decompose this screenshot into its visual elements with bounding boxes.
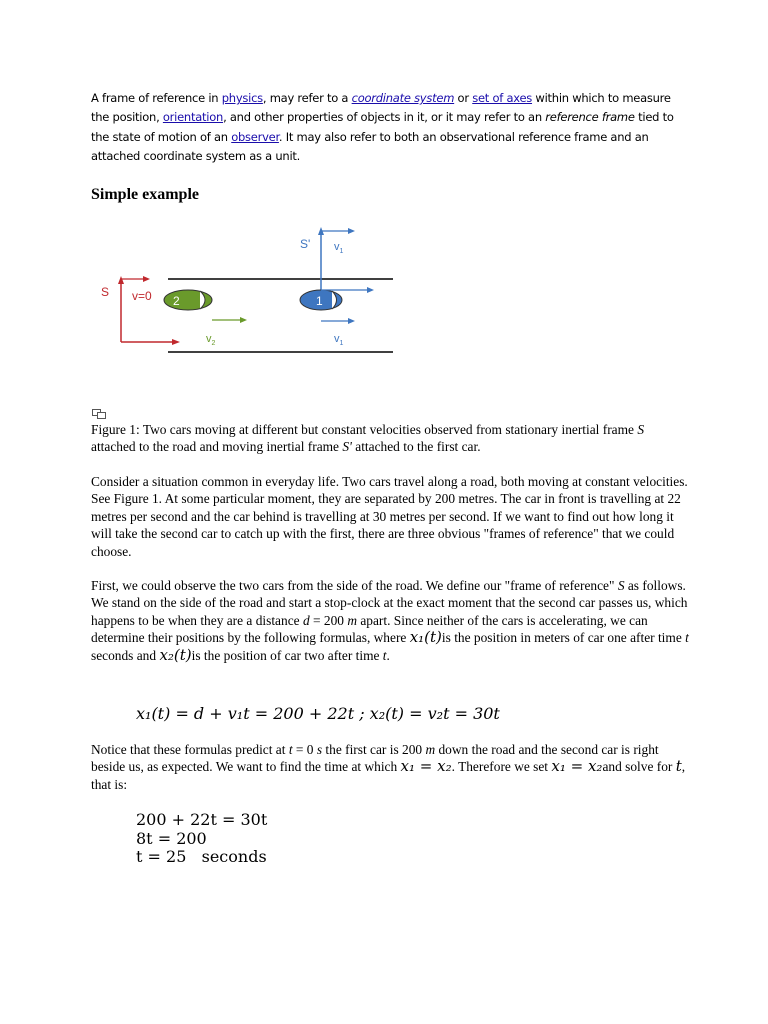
t-math: t: [675, 757, 682, 776]
frame-s-label: S: [101, 285, 110, 299]
x2t-math: x₂(t): [159, 645, 192, 664]
paragraph-notice: Notice that these formulas predict at t = 0 s the first car is 200 m down the road and the second car is right beside us, as expected. We want to find the time at which x₁ = x₂. Therefore we set x₁ = x₂and solve for t, that is:: [91, 742, 686, 792]
v2-label: $v_2$: [206, 333, 216, 347]
physics-link[interactable]: physics: [221, 91, 263, 105]
enlarge-icon[interactable]: [92, 409, 106, 419]
position-equations: x₁(t) = d + v₁t = 200 + 22t ; x₂(t) = v₂t = 30t: [136, 704, 500, 723]
paragraph-situation: Consider a situation common in everyday life. Two cars travel along a road, both moving at constant velocities. See Figure 1. At some particular moment, they are separated by 200 metres. The car in front is travelling at 22 metres per second and the car behind is travelling at 30 metres per second. If we want to find out how long it will take the second car to catch up with the first, there are three obvious "frames of reference" that we could choose.: [91, 474, 688, 559]
intro-text: within which to measure the position,: [91, 91, 671, 125]
intro-paragraph: [91, 89, 691, 166]
orientation-link[interactable]: orientation: [162, 110, 224, 125]
solution-step-1: 200 + 22t = 30t: [136, 810, 268, 829]
v1-bottom-label: $v_1$: [334, 333, 344, 347]
car-1-label: 1: [316, 294, 323, 308]
section-title: Simple example: [91, 186, 199, 203]
solution-step-3: t = 25 seconds: [136, 847, 267, 866]
intro-text: , and other properties of objects in it, or it may refer to an: [223, 110, 546, 125]
intro-text: or: [454, 91, 473, 105]
solution-step-2: 8t = 200: [136, 829, 207, 848]
x1-eq-x2-math: x₁ = x₂: [400, 757, 452, 776]
v1-top-label: $v_1$: [334, 241, 344, 255]
intro-text: . It may also refer to both an observational reference frame and an attached coordinate system as a unit.: [91, 129, 649, 163]
x1-eq-x2-math: x₁ = x₂: [551, 757, 603, 776]
intro-text: A frame of reference in: [91, 91, 222, 105]
frame-s-prime-label: S': [300, 237, 311, 251]
observer-link[interactable]: observer: [231, 129, 279, 144]
car-2-label: 2: [173, 294, 180, 308]
x1t-math: x₁(t): [409, 628, 442, 647]
intro-text: , may refer to a: [262, 91, 352, 105]
v0-label: v=0: [132, 289, 152, 303]
set-of-axes-link[interactable]: set of axes: [472, 91, 533, 105]
figure-diagram: [88, 218, 408, 363]
reference-frame-term: reference frame: [545, 110, 635, 125]
figure-caption: Figure 1: Two cars moving at different but constant velocities observed from stationary inertial frame S attached to the road and moving inertial frame S' attached to the first car.: [91, 422, 645, 455]
coordinate-system-link[interactable]: coordinate system: [351, 91, 455, 105]
paragraph-frame-s: First, we could observe the two cars from the side of the road. We define our "frame of reference" S as follows. We stand on the side of the road and start a stop-clock at the exact moment that the second car passes us, which happens to be when they are a distance d = 200 m apart. Since neither of the cars is accelerating, we can determine their positions by the following formulas, where x₁(t)is the position in meters of car one after time t seconds and x₂(t)is the position of car two after time t.: [91, 578, 689, 664]
intro-text: tied to the state of motion of an: [91, 110, 674, 144]
